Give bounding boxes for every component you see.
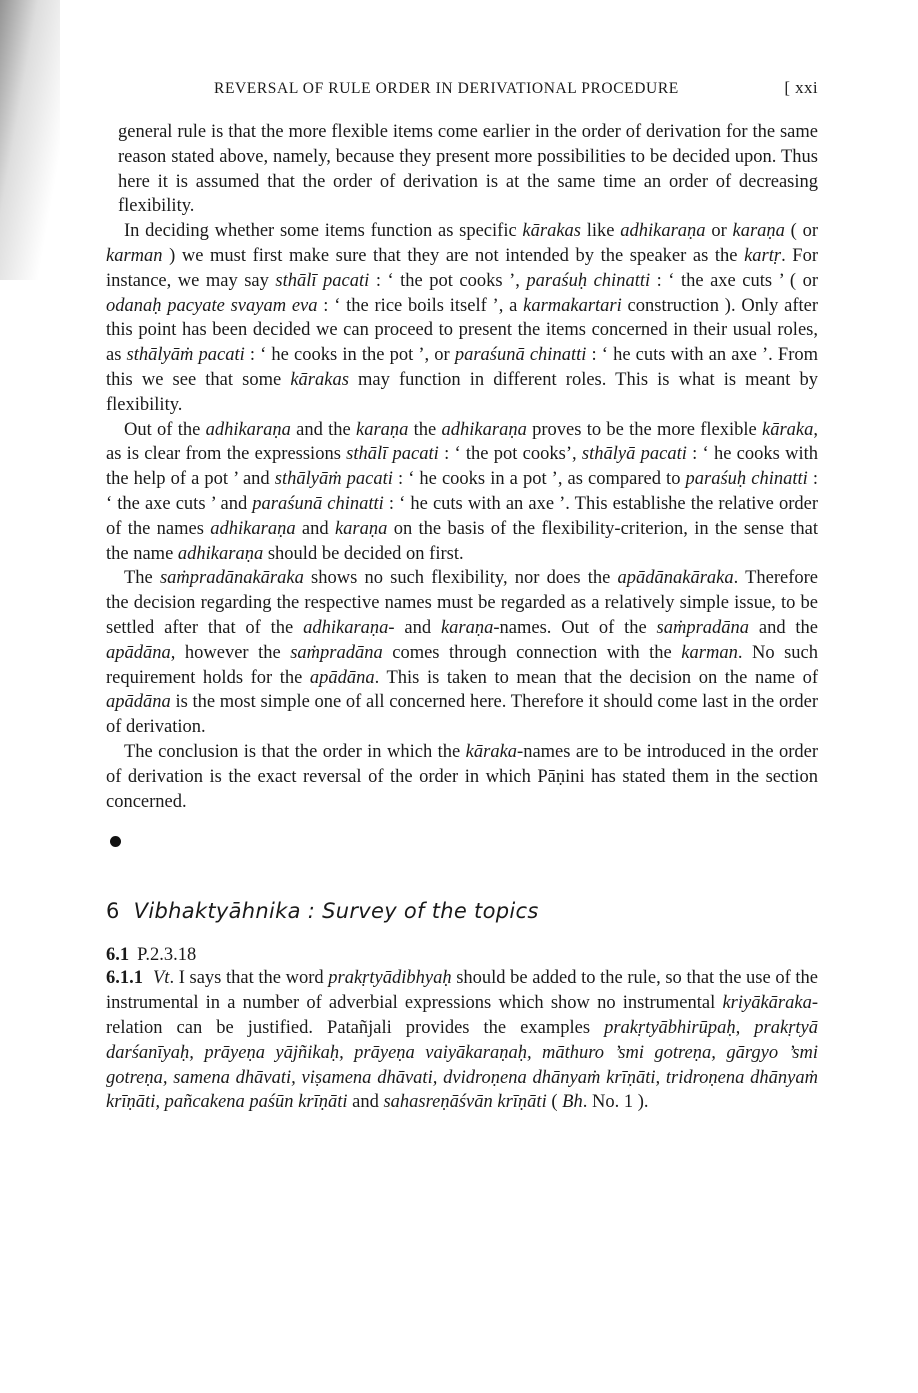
text-run: on the basis of the flexibility-criterion, in the sense that the name [106,518,818,564]
italic-term: karaṇa [732,221,785,242]
text-run: , as is clear from the expressions [106,419,818,465]
running-title: REVERSAL OF RULE ORDER IN DERIVATIONAL PROCEDURE [214,80,679,97]
italic-term: sthālī pacati [346,444,439,465]
text-run: : ‘ the pot cooks’, [438,444,582,465]
italic-term: saṁpradānakāraka [159,568,304,589]
text-run: should be added to the rule, so that the use of the instrumental in a number of adverbial expressions which show no instrumental [106,968,818,1014]
text-run: comes through connection with the [382,642,682,663]
italic-term: karman [106,245,163,266]
subsection-heading [106,945,818,966]
text-run: The [124,568,160,589]
italic-term: kriyākāraka [722,993,812,1014]
italic-term: paraśuḥ chinatti [526,270,651,291]
text-run: : ‘ the pot cooks ’, [369,270,527,291]
italic-term: sthālyāṁ pacati [274,469,393,490]
italic-term: karaṇa [334,518,388,539]
text-run: : ‘ he cooks in a pot ’, as compared to [392,469,686,490]
italic-term: sthālī pacati [275,270,370,291]
text-run: and [295,518,335,539]
text-run: , however the [170,642,291,663]
italic-term: kārakas [290,369,349,390]
text-run: . I says that the word [169,968,329,989]
italic-term: paraśunā chinatti [252,493,384,514]
italic-term: apādāna [106,692,171,713]
text-run: construction ). Only after this point has been decided we can proceed to present the items concerned in their usual roles, as [106,295,819,366]
text-run: . No such requirement holds for the [106,642,819,688]
running-header [106,78,818,98]
paragraph-6-1-1-text [106,968,818,1112]
paragraph-sampradana-apadana [106,566,818,740]
text-run: -names. Out of the [493,617,657,638]
text-run: : ‘ the rice boils itself ’, a [317,295,524,316]
text-run: : ‘ he cuts with an axe ’. This establishe the relative order of the names [106,493,818,539]
italic-term: saṁpradāna [290,642,383,663]
text-run: should be decided on first. [263,543,464,564]
text-run: -names are to be introduced in the order of derivation is the exact reversal of the order in which Pāṇini has stated them in the section concerned. [106,741,818,812]
italic-term: adhikaraṇa [210,518,296,539]
text-run: In deciding whether some items function as specific [124,221,523,242]
italic-term: adhikaraṇa [620,221,706,242]
text-run: ) we must first make sure that they are not intended by the speaker as the [162,245,745,266]
text-run: ( or [784,221,818,242]
text-run: and the [749,617,819,638]
italic-term: apādāna [309,667,375,688]
book-page [106,78,818,1115]
text-run: like [581,221,621,242]
text-run: proves to be the more flexible [526,419,762,440]
text-run: : ‘ he cooks with the help of a pot ’ and [106,444,818,490]
italic-term: karaṇa [440,617,494,638]
italic-term: adhikaraṇa [303,617,389,638]
italic-term: saṁpradāna [656,617,750,638]
text-run: - and [388,617,441,638]
text-run: : ‘ he cooks in the pot ’, or [244,345,455,366]
text-run: Out of the [124,419,206,440]
italic-term: odanaḥ pacyate svayam eva [106,295,318,316]
italic-term: sthālyā pacati [581,444,687,465]
text-run: is the most simple one of all concerned here. Therefore it should come last in the order of derivation. [106,692,818,738]
italic-term: sthālyāṁ pacati [126,345,245,366]
text-run: . No. 1 ). [582,1092,649,1113]
italic-term: karman [681,642,738,663]
page-number: [ xxi [784,78,818,97]
text-run: may function in different roles. This is what is meant by flexibility. [106,369,819,415]
scan-shadow [0,0,60,280]
text-run: : ‘ the axe cuts ’ and [106,469,819,514]
text-run: -relation can be justified. Patañjali provides the examples [106,993,818,1038]
text-run: : ‘ he cuts with an axe ’. From this we see that some [106,345,819,390]
text-run: . This is taken to mean that the decision on the name of [374,667,818,688]
italic-term: apādāna [106,642,171,663]
italic-term: Vt [153,968,170,989]
text-run: or [705,221,733,242]
text-run: shows no such flexibility, nor does the [303,568,618,589]
italic-term: apādānakāraka [617,568,734,589]
section-title: Vibhaktyāhnika : Survey of the topics [133,899,539,924]
italic-term: Bh [562,1092,583,1113]
text-run: . Therefore the decision regarding the respective names must be regarded as a relatively simple issue, to be settled after that of the [106,568,818,638]
text-run: The conclusion is that the order in which the [124,741,466,762]
text-run: : ‘ the axe cuts ’ ( or [650,270,819,291]
subsection-number: 6.1 [106,945,130,966]
subsection-title: P.2.3.18 [137,945,197,966]
italic-term: paraśunā chinatti [454,345,587,366]
paragraph-flexibility-order [106,120,818,219]
italic-term: kārakas [522,221,581,242]
italic-term: prakṛtyādibhyaḥ [328,968,452,989]
section-heading [106,899,818,923]
text-run: and the [290,419,356,440]
text-run: general rule is that the more flexible items come earlier in the order of derivation for the same reason stated above, namely, because they present more possibilities to be decided upon. Thus here it is assumed that the order of derivation is at the same time an order of decreasing flexibility. [118,122,818,217]
italic-term: adhikaraṇa [441,419,527,440]
italic-term: kāraka [762,419,814,440]
italic-term: karmakartari [523,295,622,316]
italic-term: kāraka [465,741,518,762]
paragraph-6-1-1 [106,966,818,1115]
text-run: ( [546,1092,563,1113]
paragraph-conclusion [106,740,818,814]
subsubsection-number: 6.1.1 [106,968,143,989]
italic-term: sahasreṇāśvān krīṇāti [383,1092,547,1113]
italic-term: adhikaraṇa [205,419,291,440]
paragraph-adhikarana-karana [106,418,818,567]
italic-term: kartṛ [744,245,782,266]
text-run: and [347,1092,384,1113]
italic-term: paraśuḥ chinatti [685,469,808,490]
text-run: the [408,419,442,440]
italic-term: prakṛtyābhirūpaḥ, prakṛtyā darśanīyaḥ, prāyeṇa yājñikaḥ, prāyeṇa vaiyākaraṇaḥ, māthuro ’smi gotreṇa, gārgyo ’smi gotreṇa, samena dhāvati, viṣamena dhāvati, dvidroṇena dhānyaṁ krīṇāti, tridroṇena dhānyaṁ krīṇāti, pañcakena paśūn krīṇāti [106,1017,818,1113]
section-number: 6 [106,899,120,924]
italic-term: karaṇa [355,419,409,440]
italic-term: adhikaraṇa [177,543,264,564]
section-bullet [110,836,121,847]
paragraph-karaka-roles [106,219,818,417]
text-run: . For instance, we may say [106,245,818,291]
